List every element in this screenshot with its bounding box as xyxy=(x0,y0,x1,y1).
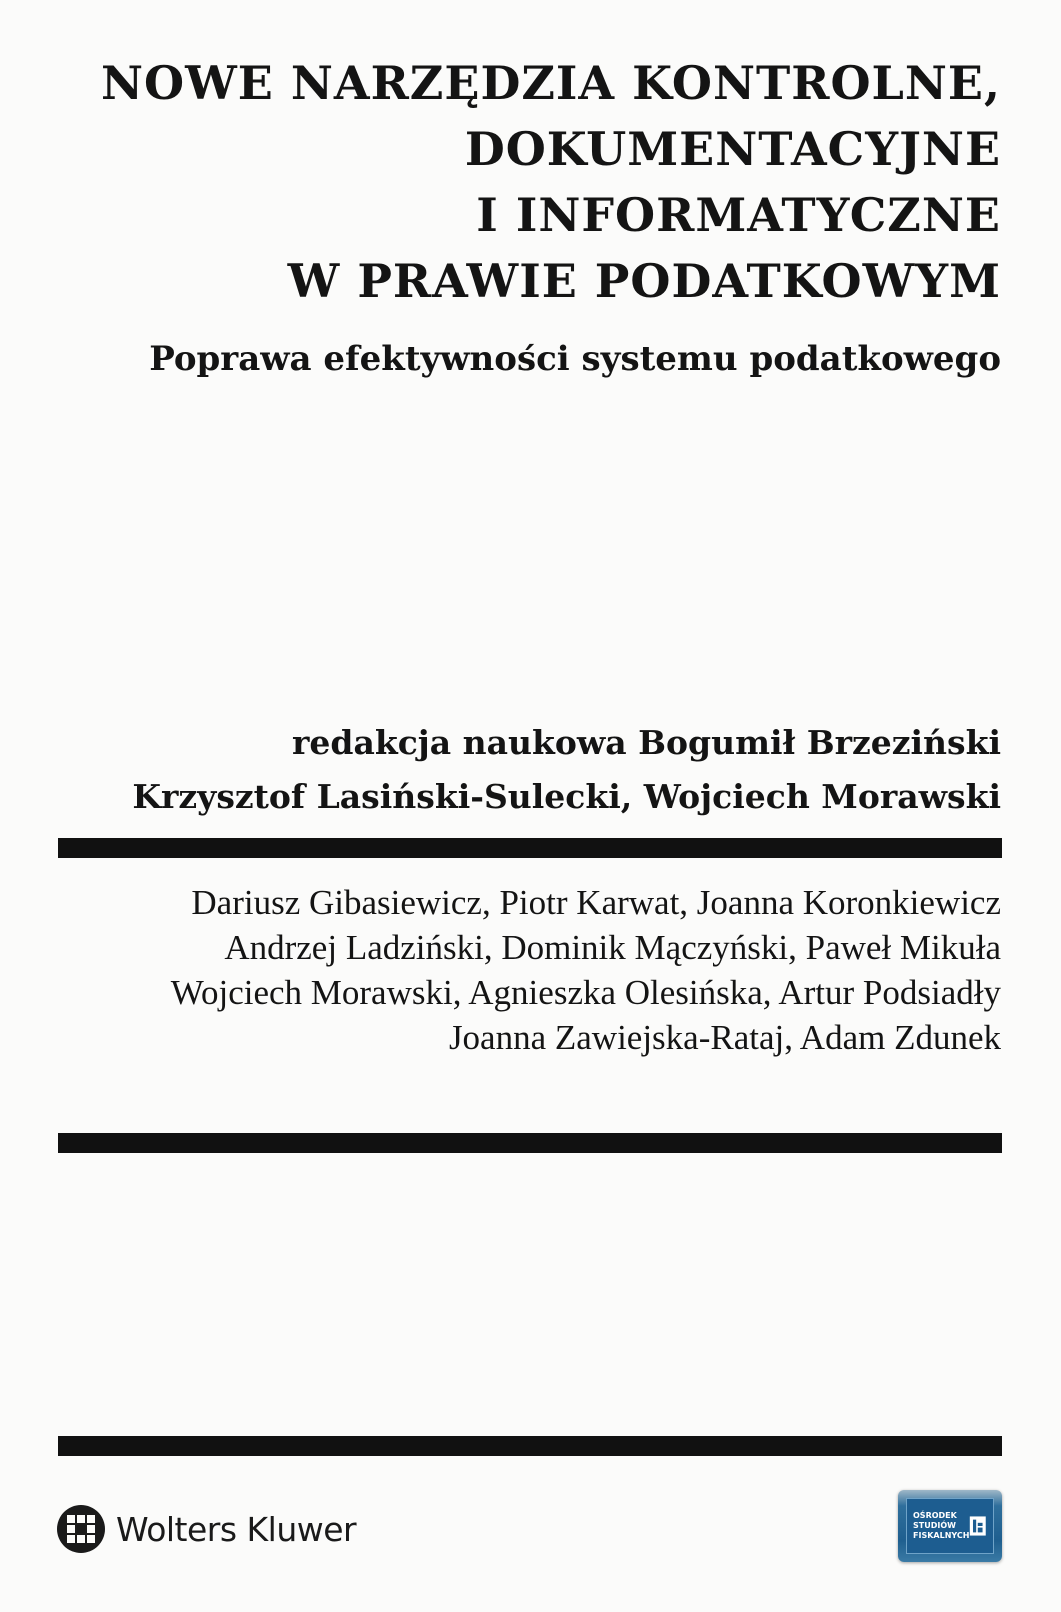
authors-line-4: Joanna Zawiejska-Rataj, Adam Zdunek xyxy=(448,1018,1001,1057)
divider-bar-middle xyxy=(58,1133,1002,1153)
series-badge-line-3: FISKALNYCH xyxy=(913,1531,970,1540)
title-line-3: I INFORMATYCZNE xyxy=(476,188,1001,242)
authors-block xyxy=(41,880,1001,1060)
editors-line-2: Krzysztof Lasiński-Sulecki, Wojciech Morawski xyxy=(132,777,1001,816)
authors-line-2: Andrzej Ladziński, Dominik Mączyński, Paweł Mikuła xyxy=(224,928,1001,967)
divider-bar-bottom xyxy=(58,1436,1002,1456)
series-badge-panel xyxy=(906,1498,994,1554)
series-badge xyxy=(898,1490,1002,1562)
title-line-4: W PRAWIE PODATKOWYM xyxy=(287,254,1001,308)
book-subtitle: Poprawa efektywności systemu podatkowego xyxy=(149,339,1001,379)
title-line-2: DOKUMENTACYJNE xyxy=(464,122,1001,176)
divider-bar-top xyxy=(58,838,1002,858)
authors-line-1: Dariusz Gibasiewicz, Piotr Karwat, Joanna Koronkiewicz xyxy=(191,883,1001,922)
series-badge-text xyxy=(913,1511,969,1541)
wolters-kluwer-logo-icon xyxy=(56,1504,106,1554)
editors-line-1: redakcja naukowa Bogumił Brzeziński xyxy=(291,723,1001,762)
osf-emblem-icon xyxy=(969,1513,987,1539)
title-line-1: NOWE NARZĘDZIA KONTROLNE, xyxy=(100,56,1001,110)
publisher-brand xyxy=(56,1503,356,1555)
series-badge-line-1: OŚRODEK xyxy=(913,1511,957,1520)
editors-block xyxy=(41,716,1001,824)
book-title xyxy=(41,50,1001,314)
publisher-name: Wolters Kluwer xyxy=(116,1509,357,1549)
authors-line-3: Wojciech Morawski, Agnieszka Olesińska, Artur Podsiadły xyxy=(170,973,1001,1012)
series-badge-line-2: STUDIÓW xyxy=(913,1521,956,1530)
